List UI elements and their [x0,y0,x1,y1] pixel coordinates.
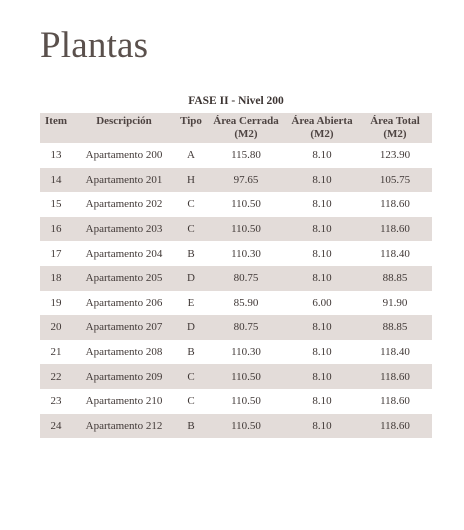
header-item [40,113,72,143]
cell-item: 19 [50,296,62,309]
cell-item: 17 [50,247,62,260]
table-row [40,340,432,365]
cell-descripcion: Apartamento 206 [85,296,163,309]
header-tipo-label: Tipo [180,115,202,127]
table-row [40,364,432,389]
cell-area-abierta: 8.10 [286,315,358,340]
cell-area-cerrada: 115.80 [231,149,261,162]
header-item-label: Item [45,115,67,127]
cell-area-abierta: 8.10 [312,346,332,359]
cell-area-abierta: 8.10 [286,266,358,291]
cell-area-cerrada: 110.50 [206,414,286,439]
cell-item: 20 [40,315,72,340]
cell-item: 21 [50,346,62,359]
table-header [40,113,432,143]
cell-item: 23 [50,395,62,408]
table-row [40,414,432,439]
cell-item: 24 [40,414,72,439]
cell-descripcion: Apartamento 202 [85,198,163,211]
header-area-cerrada-unit: (M2) [234,128,258,140]
header-descripcion [72,113,176,143]
cell-descripcion: Apartamento 201 [72,168,176,193]
cell-item: 14 [40,168,72,193]
units-table [40,113,432,438]
cell-area-cerrada: 110.30 [231,247,261,260]
cell-area-total: 88.85 [358,266,432,291]
table-caption: FASE II - Nivel 200 [188,95,284,107]
table-row [40,266,432,291]
cell-area-abierta: 8.10 [286,414,358,439]
cell-area-total: 118.60 [380,198,410,211]
table-row [40,241,432,266]
cell-tipo: A [187,149,195,162]
cell-area-cerrada: 80.75 [206,266,286,291]
cell-area-abierta: 8.10 [286,168,358,193]
cell-tipo: D [176,266,206,291]
header-row [40,113,432,143]
cell-tipo: C [176,364,206,389]
cell-area-abierta: 8.10 [312,395,332,408]
header-descripcion-label: Descripción [96,115,152,127]
cell-descripcion: Apartamento 208 [85,346,163,359]
cell-descripcion: Apartamento 209 [72,364,176,389]
cell-tipo: C [176,217,206,242]
cell-item: 22 [40,364,72,389]
cell-area-cerrada: 110.30 [231,346,261,359]
cell-tipo: H [176,168,206,193]
table-row [40,315,432,340]
cell-tipo: B [187,346,195,359]
table-body [40,143,432,438]
cell-area-total: 118.60 [358,414,432,439]
cell-area-total: 118.60 [380,395,410,408]
cell-area-total: 88.85 [358,315,432,340]
cell-area-abierta: 8.10 [286,217,358,242]
cell-descripcion: Apartamento 203 [72,217,176,242]
header-area-total-label: Área Total [370,115,420,127]
cell-area-abierta: 6.00 [312,296,332,309]
cell-area-total: 118.60 [358,364,432,389]
cell-tipo: D [176,315,206,340]
cell-area-cerrada: 110.50 [206,217,286,242]
cell-area-abierta: 8.10 [312,198,332,211]
cell-area-total: 91.90 [382,296,408,309]
cell-descripcion: Apartamento 200 [85,149,163,162]
cell-area-abierta: 8.10 [286,364,358,389]
table-row [40,389,432,414]
header-area-abierta-unit: (M2) [310,128,334,140]
cell-area-cerrada: 85.90 [233,296,259,309]
cell-area-cerrada: 80.75 [206,315,286,340]
table-row [40,168,432,193]
table-row [40,143,432,168]
cell-tipo: B [176,414,206,439]
cell-area-cerrada: 97.65 [206,168,286,193]
cell-area-total: 118.40 [380,346,410,359]
header-area-cerrada-label: Área Cerrada [213,115,279,127]
cell-descripcion: Apartamento 210 [85,395,163,408]
cell-tipo: C [187,198,195,211]
cell-area-cerrada: 110.50 [231,395,261,408]
cell-descripcion: Apartamento 204 [85,247,163,260]
cell-area-total: 118.60 [358,217,432,242]
header-area-cerrada [206,113,286,143]
cell-area-total: 123.90 [379,149,411,162]
cell-descripcion: Apartamento 205 [72,266,176,291]
cell-area-abierta: 8.10 [312,149,332,162]
cell-tipo: C [187,395,195,408]
cell-item: 15 [50,198,62,211]
cell-tipo: E [187,296,195,309]
page-title: Plantas [40,25,149,66]
cell-area-total: 118.40 [380,247,410,260]
header-area-total-unit: (M2) [383,128,407,140]
cell-tipo: B [187,247,195,260]
cell-descripcion: Apartamento 207 [72,315,176,340]
cell-area-abierta: 8.10 [312,247,332,260]
cell-area-total: 105.75 [358,168,432,193]
cell-item: 16 [40,217,72,242]
cell-item: 13 [50,149,62,162]
header-area-abierta [286,113,358,143]
header-area-total [358,113,432,143]
table-row [40,217,432,242]
table-row [40,291,432,316]
header-area-abierta-label: Área Abierta [291,115,353,127]
table-row [40,192,432,217]
cell-area-cerrada: 110.50 [231,198,261,211]
cell-item: 18 [40,266,72,291]
cell-descripcion: Apartamento 212 [72,414,176,439]
cell-area-cerrada: 110.50 [206,364,286,389]
header-tipo [176,113,206,143]
